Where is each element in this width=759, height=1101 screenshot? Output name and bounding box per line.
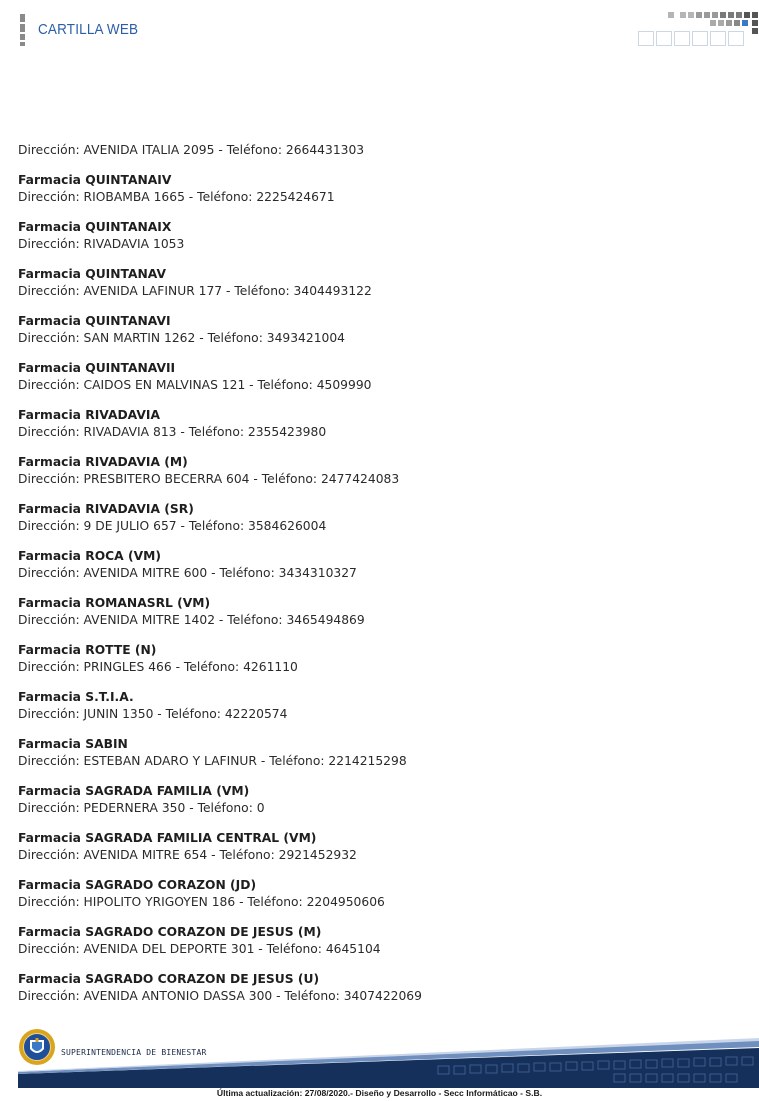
pharmacy-address: Dirección: JUNIN 1350 - Teléfono: 42220574 [18,707,288,721]
pharmacy-entry [18,548,718,582]
pharmacy-address: Dirección: HIPOLITO YRIGOYEN 186 - Teléfono: 2204950606 [18,895,385,909]
pharmacy-address: Dirección: AVENIDA ANTONIO DASSA 300 - Teléfono: 3407422069 [18,989,422,1003]
pharmacy-entry [18,595,718,629]
pharmacy-name: Farmacia QUINTANAVII [18,361,176,375]
header-accent-bar [20,42,25,46]
pharmacy-name: Farmacia QUINTANAV [18,267,166,281]
pharmacy-name: Farmacia SABIN [18,737,128,751]
pharmacy-address: Dirección: AVENIDA ITALIA 2095 - Teléfono: 2664431303 [18,143,365,157]
header-accent-bar [20,14,25,22]
pharmacy-entry [18,924,718,958]
pharmacy-entry [18,407,718,441]
footer-credits: Última actualización: 27/08/2020.- Diseño y Desarrollo - Secc Informáticao - S.B. [216,1088,543,1098]
pharmacy-name: Farmacia QUINTANAIX [18,220,172,234]
pharmacy-address: Dirección: AVENIDA MITRE 1402 - Teléfono: 3465494869 [18,613,365,627]
pharmacy-entry [18,454,718,488]
pharmacy-name: Farmacia SAGRADA FAMILIA CENTRAL (VM) [18,831,317,845]
pharmacy-entry [18,689,718,723]
pharmacy-entry [18,360,718,394]
pharmacy-entry [18,971,718,1005]
pharmacy-entry [18,219,718,253]
pharmacy-entry [18,642,718,676]
organization-name: SUPERINTENDENCIA DE BIENESTAR [61,1048,207,1057]
pharmacy-name: Farmacia QUINTANAVI [18,314,171,328]
pharmacy-address: Dirección: AVENIDA MITRE 600 - Teléfono: 3434310327 [18,566,357,580]
pharmacy-address: Dirección: PRESBITERO BECERRA 604 - Teléfono: 2477424083 [18,472,400,486]
page-title: CARTILLA WEB [38,21,139,38]
pharmacy-list [18,142,718,1005]
pharmacy-address: Dirección: RIVADAVIA 1053 [18,237,185,251]
pharmacy-address: Dirección: ESTEBAN ADARO Y LAFINUR - Teléfono: 2214215298 [18,754,407,768]
pharmacy-address: Dirección: PEDERNERA 350 - Teléfono: 0 [18,801,265,815]
organization-seal-icon [18,1028,56,1066]
header-accent-bar [20,24,25,32]
pharmacy-name: Farmacia ROMANASRL (VM) [18,596,211,610]
pharmacy-name: Farmacia SAGRADA FAMILIA (VM) [18,784,250,798]
pharmacy-name: Farmacia SAGRADO CORAZON DE JESUS (U) [18,972,320,986]
pharmacy-name: Farmacia QUINTANAIV [18,173,172,187]
pharmacy-entry [18,830,718,864]
pharmacy-address: Dirección: RIVADAVIA 813 - Teléfono: 2355423980 [18,425,327,439]
header-decoration [638,12,759,48]
pharmacy-entry [18,783,718,817]
pharmacy-name: Farmacia SAGRADO CORAZON DE JESUS (M) [18,925,322,939]
pharmacy-entry [18,736,718,770]
pharmacy-entry [18,877,718,911]
pharmacy-address: Dirección: RIOBAMBA 1665 - Teléfono: 2225424671 [18,190,335,204]
pharmacy-entry [18,313,718,347]
header-accent-bar [20,34,25,40]
pharmacy-name: Farmacia SAGRADO CORAZON (JD) [18,878,257,892]
pharmacy-name: Farmacia ROCA (VM) [18,549,161,563]
pharmacy-name: Farmacia ROTTE (N) [18,643,157,657]
pharmacy-entry [18,501,718,535]
pharmacy-address: Dirección: AVENIDA MITRE 654 - Teléfono: 2921452932 [18,848,357,862]
pharmacy-name: Farmacia RIVADAVIA (M) [18,455,188,469]
pharmacy-address: Dirección: CAIDOS EN MALVINAS 121 - Teléfono: 4509990 [18,378,372,392]
pharmacy-name: Farmacia RIVADAVIA (SR) [18,502,194,516]
pharmacy-address: Dirección: SAN MARTIN 1262 - Teléfono: 3493421004 [18,331,345,345]
pharmacy-name: Farmacia S.T.I.A. [18,690,134,704]
pharmacy-entry [18,266,718,300]
footer-banner [18,1028,759,1088]
pharmacy-address: Dirección: AVENIDA DEL DEPORTE 301 - Teléfono: 4645104 [18,942,381,956]
pharmacy-entry [18,172,718,206]
pharmacy-name: Farmacia RIVADAVIA [18,408,160,422]
pharmacy-address: Dirección: AVENIDA LAFINUR 177 - Teléfono: 3404493122 [18,284,372,298]
pharmacy-address: Dirección: 9 DE JULIO 657 - Teléfono: 3584626004 [18,519,327,533]
pharmacy-address: Dirección: PRINGLES 466 - Teléfono: 4261110 [18,660,298,674]
